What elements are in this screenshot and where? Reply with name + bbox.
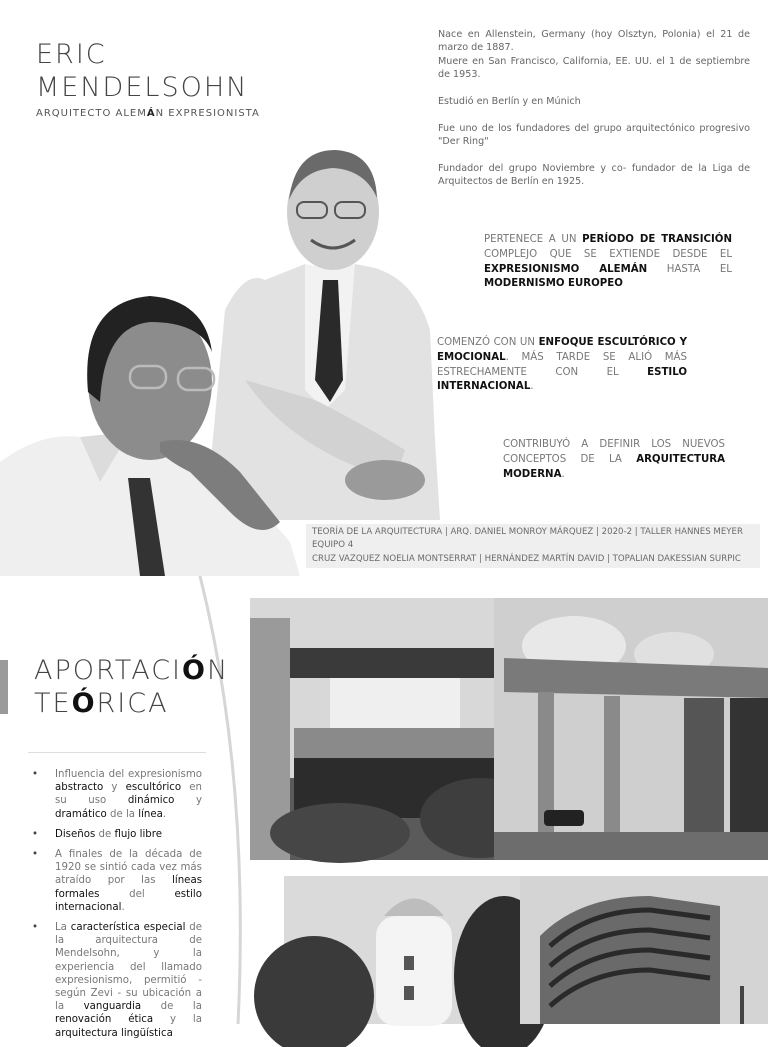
quote-text: .: [561, 468, 565, 480]
list-item: [30, 828, 202, 841]
quote-highlight: PERÍODO DE TRANSICIÓN: [582, 234, 732, 245]
building-photo-colonnade: [494, 598, 768, 860]
quote-highlight: ENFOQUE ESCULTÓRICO Y EMOCIONAL: [437, 337, 687, 363]
bio-birth: [438, 28, 750, 82]
contribution-list: [30, 768, 202, 1047]
item-text: y la: [153, 1014, 202, 1026]
item-highlight: línea: [138, 808, 163, 820]
quote-text: HASTA EL: [647, 263, 732, 275]
item-highlight: abstracto: [55, 782, 104, 794]
subtitle-part: N EXPRESIONISTA: [155, 108, 260, 119]
title-accent: Ó: [71, 688, 97, 719]
quote-highlight: ARQUITECTURA MODERNA: [503, 453, 725, 480]
item-highlight: dinámico: [127, 795, 175, 807]
section-title-line-1: [34, 654, 229, 687]
section-accent-bar: [0, 660, 8, 714]
item-text: .: [162, 808, 167, 820]
quote-text: . MÁS TARDE SE ALIÓ MÁS ESTRECHAMENTE CON EL: [437, 351, 687, 378]
title-accent: Ó: [182, 655, 207, 686]
credits-course: TEORÍA DE LA ARQUITECTURA | ARQ. DANIEL MONROY MÁRQUEZ | 2020-2 | TALLER HANNES MEYER: [312, 527, 743, 537]
list-item: [30, 848, 202, 914]
item-text: y: [174, 795, 202, 807]
item-text: y: [103, 782, 126, 794]
building-photo-corner-building: [520, 876, 768, 1024]
list-item: [30, 921, 202, 1040]
building-photo-curved-balcony: [250, 598, 525, 860]
title-part: APORTACI: [34, 655, 183, 686]
quote-text: COMENZÓ CON UN: [437, 337, 539, 348]
quote-text: .: [530, 381, 534, 393]
item-highlight: estilo internacional: [55, 888, 202, 913]
item-text: del: [99, 888, 175, 900]
title-part: RICA: [96, 688, 169, 719]
quote-text: CONTRIBUYÓ A DEFINIR LOS NUEVOS CONCEPTOS DE LA: [503, 439, 725, 465]
item-text: .: [121, 901, 125, 913]
section-rule: [28, 752, 206, 753]
title-part: TE: [34, 688, 72, 719]
name-line-2: MENDELSOHN: [36, 72, 249, 103]
architect-subtitle: [36, 108, 260, 119]
item-highlight: dramático: [55, 808, 107, 820]
item-highlight: flujo libre: [114, 828, 163, 840]
section-title: [34, 654, 229, 720]
item-text: de: [95, 828, 115, 840]
quote-highlight: ESTILO INTERNACIONAL: [437, 366, 687, 393]
item-highlight: renovación ética: [55, 1014, 154, 1026]
title-part: N: [206, 655, 230, 686]
bio-founder: Fundador del grupo Noviembre y co- fundador de la Liga de Arquitectos de Berlín en 1925.: [438, 163, 750, 188]
quote-transition-period: [484, 233, 732, 292]
item-highlight: Diseños: [55, 828, 96, 840]
subtitle-part: ARQUITECTO ALEM: [36, 108, 147, 119]
item-text: de la: [106, 808, 139, 820]
credits-members: CRUZ VAZQUEZ NOELIA MONTSERRAT | HERNÁNDEZ MARTÍN DAVID | TOPALIAN DAKESSIAN SURPIC: [312, 553, 741, 564]
bio-studies: Estudió en Berlín y en Múnich: [438, 96, 581, 108]
item-highlight: vanguardia: [83, 1001, 142, 1013]
item-highlight: característica especial: [70, 922, 186, 934]
item-text: en su uso: [55, 782, 202, 807]
bio-birth-text: Nace en Allenstein, Germany (hoy Olsztyn, Polonia) el 21 de marzo de 1887.: [438, 29, 750, 54]
quote-highlight: MODERNISMO EUROPEO: [484, 278, 623, 290]
section-title-line-2: [34, 687, 229, 720]
quote-sculptural-approach: [437, 336, 687, 395]
quote-text: PERTENECE A UN: [484, 234, 583, 245]
quote-modern-architecture: [503, 438, 725, 482]
credits-box: [306, 524, 760, 568]
name-line-1: ERIC: [36, 39, 107, 70]
portrait-thinking-photo: [0, 282, 300, 576]
building-photo-einstein-tower: [284, 876, 528, 1024]
bottom-panel: [0, 576, 768, 1039]
item-text: A finales de la década de 1920 se sintió cada vez más atraído por las: [55, 849, 202, 887]
bio-der-ring: Fue uno de los fundadores del grupo arquitectónico progresivo "Der Ring": [438, 122, 750, 148]
item-highlight: escultórico: [125, 782, 182, 794]
item-text: de la arquitectura de Mendelsohn, y la experiencia del llamado expresionismo, permitió - según Zevi - su ubicación a la: [55, 922, 202, 1013]
architect-name: [36, 38, 248, 104]
quote-highlight: EXPRESIONISMO ALEMÁN: [484, 263, 648, 275]
item-highlight: arquitectura lingüística: [55, 1027, 173, 1039]
list-item: [30, 768, 202, 821]
item-text: de la: [141, 1001, 202, 1013]
item-text: La: [55, 922, 71, 934]
credits-team: EQUIPO 4: [312, 540, 354, 551]
subtitle-accent: Á: [146, 108, 156, 119]
item-text: Influencia del expresionismo: [55, 769, 202, 780]
biography: [438, 28, 750, 202]
item-highlight: líneas formales: [55, 875, 202, 900]
quote-text: COMPLEJO QUE SE EXTIENDE DESDE EL: [484, 248, 732, 260]
bio-death-text: Muere en San Francisco, California, EE. UU. el 1 de septiembre de 1953.: [438, 55, 750, 81]
